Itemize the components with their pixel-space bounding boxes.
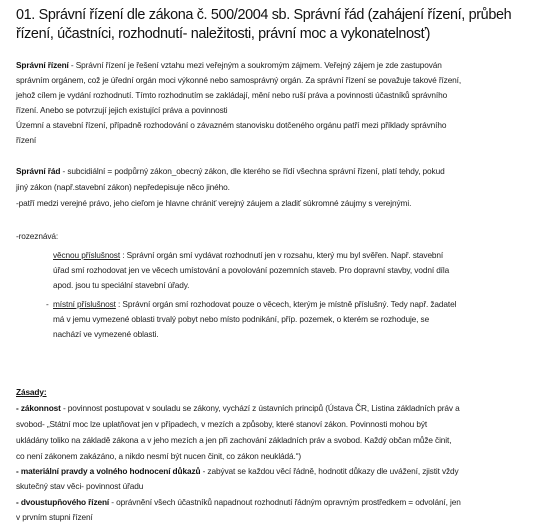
vecna-term: věcnou příslušnost <box>53 250 121 260</box>
zakonnost-line-1: - zákonnost - povinnost postupovat v souladu se zákony, vychází z ústavních principů (Ústava ČR, Listina základních práv a <box>16 403 460 413</box>
vecna-line-1: věcnou příslušnost : Správní orgán smí vydávat rozhodnutí jen v rozsahu, který mu byl svěřen. Např. stavební <box>53 250 444 260</box>
intro-line-6: řízení <box>16 135 37 145</box>
vecna-line-3: apod. jsou tu speciální stavební úřady. <box>53 280 190 290</box>
materialni-line-1: - materiální pravdy a volného hodnocení důkazů - zabývat se každou věcí řádně, hodnotit důkazy dle uvážení, zjistit vždy <box>16 466 459 476</box>
dvoustupnove-line-2: v prvním stupni řízení <box>16 512 93 522</box>
zakonnost-line-2: svobod- „Státní moc lze uplatňovat jen v případech, v mezích a způsoby, které stanoví zákon. Povinnosti mohou být <box>16 419 428 429</box>
mistni-line-1: místní příslušnost : Správní orgán smí rozhodovat pouze o věcech, kterým je místně příslušný. Tedy např. žadatel <box>53 299 457 309</box>
mistni-dash: - <box>46 299 49 309</box>
materialni-line-2: skutečný stav věci- povinnost úřadu <box>16 481 144 491</box>
title-line-1: 01. Správní řízení dle zákona č. 500/2004 sb. Správní řád (zahájení řízení, průbeh <box>16 7 512 23</box>
intro-line-5: Územní a stavební řízení, případně rozhodování o závazném stanovisku dotčeného orgánu patří mezi příklady správního <box>16 120 447 130</box>
zasady-heading: Zásady: <box>16 387 47 397</box>
rad-line-1: Správní řád - subcidiální = podpůrný zákon_obecný zákon, dle kterého se řídí všechna správní řízení, platí tehdy, pokud <box>16 166 445 176</box>
dvoustupnove-line-1: - dvoustupňového řízení - oprávnění všech účastníků napadnout rozhodnutí řádným opravným prostředkem = odvolání, jen <box>16 497 461 507</box>
zakonnost-line-4: co není zákonem zakázáno, a nikdo nesmí být nucen činit, co zákon neukládá.“) <box>16 451 302 461</box>
zakonnost-term: - zákonnost <box>16 403 61 413</box>
vecna-line-2: úřad smí rozhodovat jen ve věcech umístování a povolování pozemních staveb. Pro dopravní stavby, vodní díla <box>53 265 450 275</box>
rad-line-2: jiný zákon (např.stavební zákon) nepředepisuje něco jiného. <box>16 182 230 192</box>
intro-line-4: řízení. Anebo se potvrzují jejich existující práva a povinnosti <box>16 105 228 115</box>
mistni-term: místní příslušnost <box>53 299 116 309</box>
dvoustupnove-term: - dvoustupňového řízení <box>16 497 110 507</box>
mistni-line-2: má v jemu vymezené oblasti trvalý pobyt nebo místo podnikání, příp. pozemek, o kterém se rozhoduje, se <box>53 314 430 324</box>
title-line-2: řízení, účastníci, rozhodnutí- naležitosti, právní moc a vykonatelnosť) <box>16 26 431 42</box>
intro-line-2: správním orgánem, což je úřední orgán moci výkonné nebo samosprávný orgán. Za správní řízení se považuje takové řízení, <box>16 75 462 85</box>
rad-term: Správní řád <box>16 166 61 176</box>
intro-line-3: jehož cílem je vydání rozhodnutí. Tímto rozhodnutím se zakládají, mění nebo ruší práva a povinnosti účastníků správního <box>16 90 448 100</box>
intro-line-1: Správní řízení - Správní řízení je řešení vztahu mezi veřejným a soukromým zájmem. Veřejný zájem je zde zastupován <box>16 60 442 70</box>
materialni-term: - materiální pravdy a volného hodnocení důkazů <box>16 466 201 476</box>
mistni-line-3: nachází ve vymezené oblasti. <box>53 329 159 339</box>
zakonnost-line-3: ukládány toliko na základě zákona a v jeho mezích a jen při zachování základních práv a svobod. Každý občan může činit, <box>16 435 452 445</box>
rozeznava-label: -rozeznává: <box>16 231 59 241</box>
rad-line-3: -patří medzi verejné právo, jeho cieľom je hlavne chrániť verejný záujem a zladiť súkromné záujmy s verejnými. <box>16 198 412 208</box>
intro-term: Správní řízení <box>16 60 69 70</box>
